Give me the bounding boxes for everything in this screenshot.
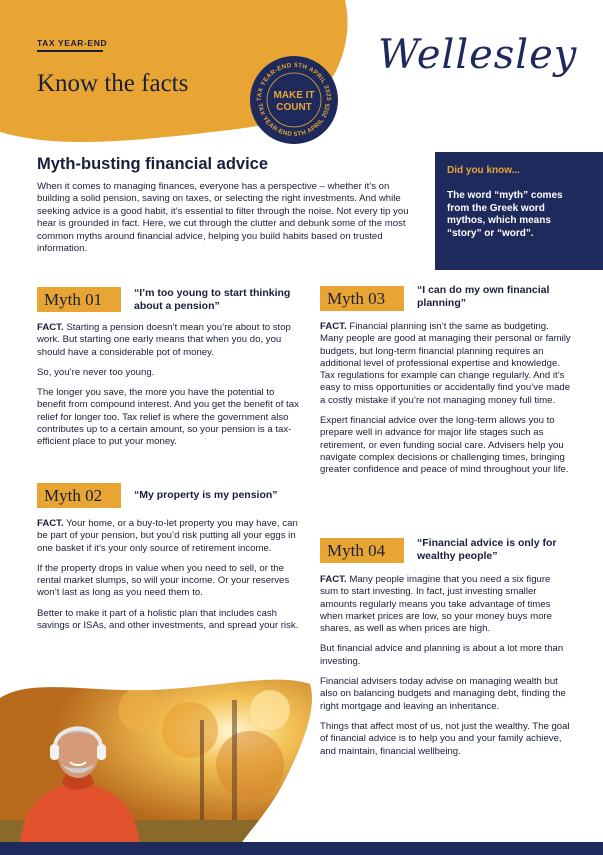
- myth-01-paragraph-3: The longer you save, the more you have the potential to benefit from compound interest. And you get the benefit of tax relief for longer too. Tax relief is where the government also contributes up to a certain amount, so your pension is a tax-efficient place to put your money.: [37, 387, 299, 448]
- badge-ring-text-top: TAX YEAR-END 5TH APRIL 2025: [255, 61, 333, 102]
- myth-04-fact-label: FACT.: [320, 574, 347, 585]
- myth-02-label: Myth 02: [37, 483, 121, 508]
- myth-01-paragraph-2: So, you’re never too young.: [37, 366, 155, 378]
- did-you-know-box: [435, 152, 603, 270]
- myth-03-paragraph-1: Financial planning isn’t the same as budgeting. Many people are good at managing their personal or family budgets, but long-term financial planning requires an additional level of professional expertise and knowledge. Tax regulations for example can change regularly. And it’s easy to miss opportunities or accidentally find you’ve made a costly mistake if you’re not managing money full time.: [320, 321, 571, 406]
- myth-03-body: [320, 321, 574, 485]
- myth-01-quote: “I’m too young to start thinking about a pension”: [134, 287, 291, 312]
- badge-line2: COUNT: [276, 102, 312, 113]
- footer-bar: [0, 842, 603, 855]
- brand-logo: Wellesley: [378, 32, 578, 78]
- eyebrow-underline: [37, 50, 103, 52]
- myth-03-paragraph-2: Expert financial advice over the long-term allows you to prepare well in advance for major life stages such as retirement, or even funding social care. Advisers help you navigate complex decisions or challenging times, bringing greater confidence and peace of mind throughout your life.: [320, 415, 569, 476]
- myth-04-body: [320, 574, 570, 766]
- myth-04-paragraph-4: Things that affect most of us, not just the wealthy. The goal of financial advice is to help you and your family achieve, and maintain, financial wellbeing.: [320, 720, 570, 757]
- myth-02-paragraph-2: If the property drops in value when you need to sell, or the rental market slumps, so will your income. Or your reserves won’t last as long as you need them to.: [37, 562, 290, 599]
- eyebrow-label: TAX YEAR-END: [37, 38, 108, 48]
- myth-02-quote: “My property is my pension”: [134, 489, 278, 501]
- myth-04-quote: “Financial advice is only for wealthy people”: [417, 537, 557, 562]
- myth-01-label: Myth 01: [37, 287, 121, 312]
- did-you-know-title: Did you know...: [447, 165, 520, 176]
- myth-03-quote: “I can do my own financial planning”: [417, 284, 550, 309]
- photo-smiling-man-autumn-park: [0, 670, 320, 845]
- myth-01-fact-label: FACT.: [37, 322, 64, 333]
- myth-04-paragraph-2: But financial advice and planning is about a lot more than investing.: [320, 643, 564, 667]
- myth-01-body: [37, 322, 299, 457]
- make-it-count-badge: [249, 55, 339, 145]
- myth-02-fact-label: FACT.: [37, 518, 64, 529]
- myth-02-body: [37, 518, 299, 640]
- myth-02-paragraph-3: Better to make it part of a holistic plan that includes cash savings or ISAs, and other investments, and spread your risk.: [37, 607, 299, 632]
- myth-03-label: Myth 03: [320, 286, 404, 311]
- myth-04-label: Myth 04: [320, 538, 404, 563]
- myth-03-fact-label: FACT.: [320, 321, 347, 332]
- myth-04-paragraph-1: Many people imagine that you need a six figure sum to start investing. In fact, just investing smaller amounts regularly means you take advantage of times when market prices are low, so your money buys more shares, as well as when prices are high.: [320, 574, 552, 635]
- badge-line1: MAKE IT: [273, 90, 315, 101]
- section-title: Myth-busting financial advice: [37, 155, 269, 173]
- intro-paragraph: When it comes to managing finances, everyone has a perspective – whether it’s on building a solid pension, saving on taxes, or selecting the right investments. And while seeking advice is a good habit, it’s essential to filter through the noise. Not every tip you hear is grounded in fact. Here, we cut through the clutter and debunk some of the most common myths around financial advice, helping you build habits based on trusted information.: [37, 181, 409, 255]
- page-title: Know the facts: [37, 70, 189, 97]
- badge-ring-text-bottom: TAX YEAR-END 5TH APRIL 2025: [256, 102, 332, 139]
- myth-04-paragraph-3: Financial advisers today advise on managing wealth but also on balancing budgets and managing debt, finding the right mortgage and leaving an inheritance.: [320, 676, 566, 712]
- did-you-know-text: The word “myth” comes from the Greek word mythos, which means “story” or “word”.: [447, 190, 563, 239]
- myth-01-paragraph-1: Starting a pension doesn’t mean you’re about to stop work. But starting one early means that when you do, you should have a considerable pot of money.: [37, 322, 291, 358]
- myth-02-paragraph-1: Your home, or a buy-to-let property you may have, can be part of your pension, but you’d risk putting all your eggs in one basket if it’s your only source of retirement income.: [37, 518, 298, 554]
